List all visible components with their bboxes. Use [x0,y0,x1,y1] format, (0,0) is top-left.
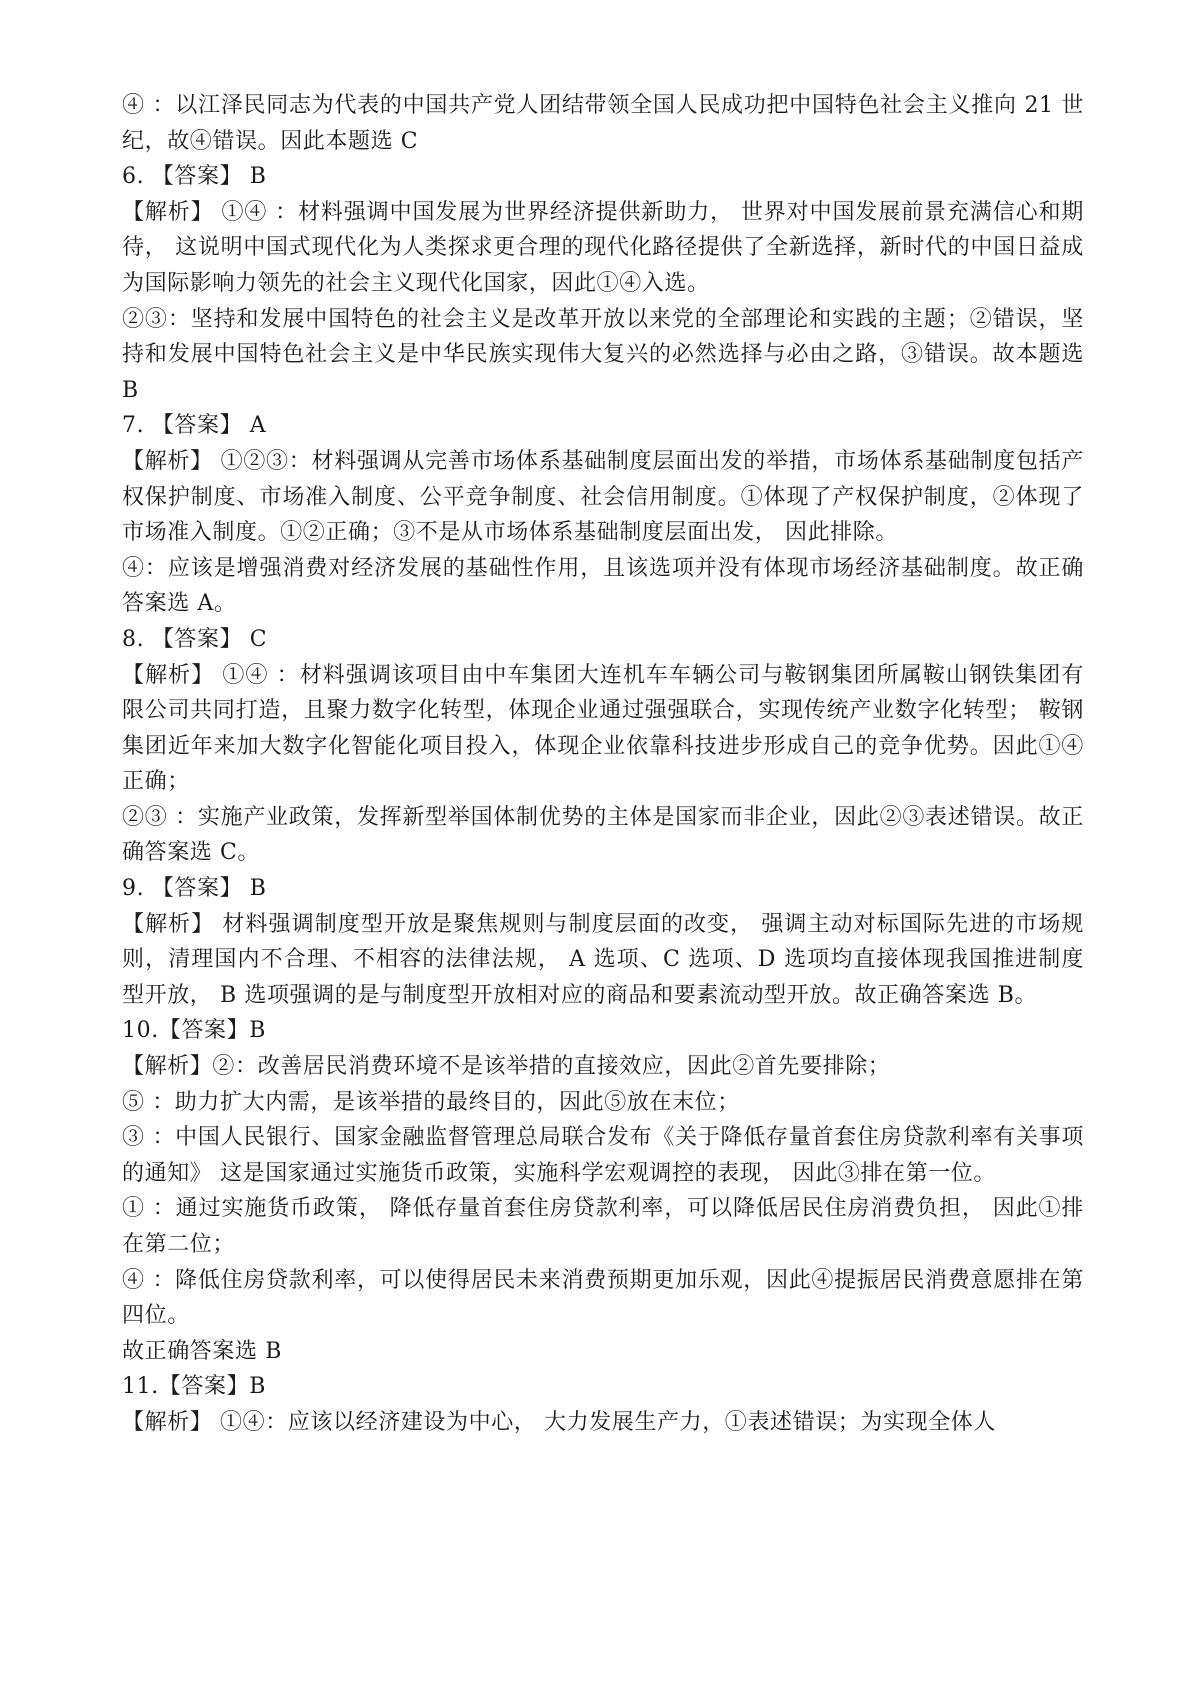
explanation-paragraph: ⑤ ：助力扩大内需，是该举措的最终目的，因此⑤放在末位； [122,1089,740,1115]
explanation-paragraph: ④ ：以江泽民同志为代表的中国共产党人团结带领全国人民成功把中国特色社会主义推向 21 世纪，故④错误。因此本题选 C [122,93,1084,154]
explanation-paragraph: ① ：通过实施货币政策， 降低存量首套住房贷款利率，可以降低居民住房消费负担， 因此①排在第二位； [122,1196,1084,1257]
explanation-paragraph: ③ ：中国人民银行、国家金融监督管理总局联合发布《关于降低存量首套住房贷款利率有关事项的通知》 这是国家通过实施货币政策，实施科学宏观调控的表现， 因此③排在第一位。 [122,1125,1084,1186]
explanation-paragraph: ④ ：降低住房贷款利率，可以使得居民未来消费预期更加乐观，因此④提振居民消费意愿排在第四位。 [122,1267,1084,1329]
answer-line-q6: 6. 【答案】 B [122,164,267,190]
answer-line-q7: 7. 【答案】 A [122,413,267,439]
answer-explanation-document [122,88,1084,1441]
answer-line-q11: 11.【答案】B [122,1374,266,1400]
explanation-paragraph: ④：应该是增强消费对经济发展的基础性作用，且该选项并没有体现市场经济基础制度。故正确答案选 A。 [122,555,1084,617]
answer-line-q10: 10.【答案】B [122,1018,266,1044]
answer-line-q8: 8. 【答案】 C [122,626,268,652]
explanation-paragraph: 【解析】 材料强调制度型开放是聚焦规则与制度层面的改变， 强调主动对标国际先进的市场规则，清理国内不合理、不相容的法律法规， A 选项、C 选项、D 选项均直接体现我国推进制度型开放， B 选项强调的是与制度型开放相对应的商品和要素流动型开放。故正确答案选 B。 [122,911,1084,1008]
explanation-paragraph: 【解析】 ①④：应该以经济建设为中心， 大力发展生产力，①表述错误；为实现全体人 [122,1409,996,1435]
explanation-paragraph: ②③：坚持和发展中国特色的社会主义是改革开放以来党的全部理论和实践的主题；②错误，坚持和发展中国特色社会主义是中华民族实现伟大复兴的必然选择与必由之路，③错误。故本题选 B [122,306,1084,403]
explanation-paragraph: 【解析】 ①④ ：材料强调中国发展为世界经济提供新助力， 世界对中国发展前景充满信心和期待， 这说明中国式现代化为人类探求更合理的现代化路径提供了全新选择，新时代的中国日益成为国际影响力领先的社会主义现代化国家，因此①④入选。 [122,199,1084,296]
explanation-paragraph: 【解析】 ①②③：材料强调从完善市场体系基础制度层面出发的举措，市场体系基础制度包括产权保护制度、市场准入制度、公平竞争制度、社会信用制度。①体现了产权保护制度，②体现了市场准入制度。①②正确；③不是从市场体系基础制度层面出发， 因此排除。 [122,448,1084,546]
answer-line-q9: 9. 【答案】 B [122,876,267,902]
explanation-paragraph: 故正确答案选 B [122,1338,282,1364]
explanation-paragraph: ②③ ：实施产业政策，发挥新型举国体制优势的主体是国家而非企业，因此②③表述错误。故正确答案选 C。 [122,804,1084,866]
explanation-paragraph: 【解析】 ①④ ：材料强调该项目由中车集团大连机车车辆公司与鞍钢集团所属鞍山钢铁集团有限公司共同打造，且聚力数字化转型，体现企业通过强强联合，实现传统产业数字化转型； 鞍钢集团近年来加大数字化智能化项目投入，体现企业依靠科技进步形成自己的竞争优势。因此①④正确； [122,662,1084,795]
explanation-paragraph: 【解析】②：改善居民消费环境不是该举措的直接效应，因此②首先要排除； [122,1054,891,1080]
